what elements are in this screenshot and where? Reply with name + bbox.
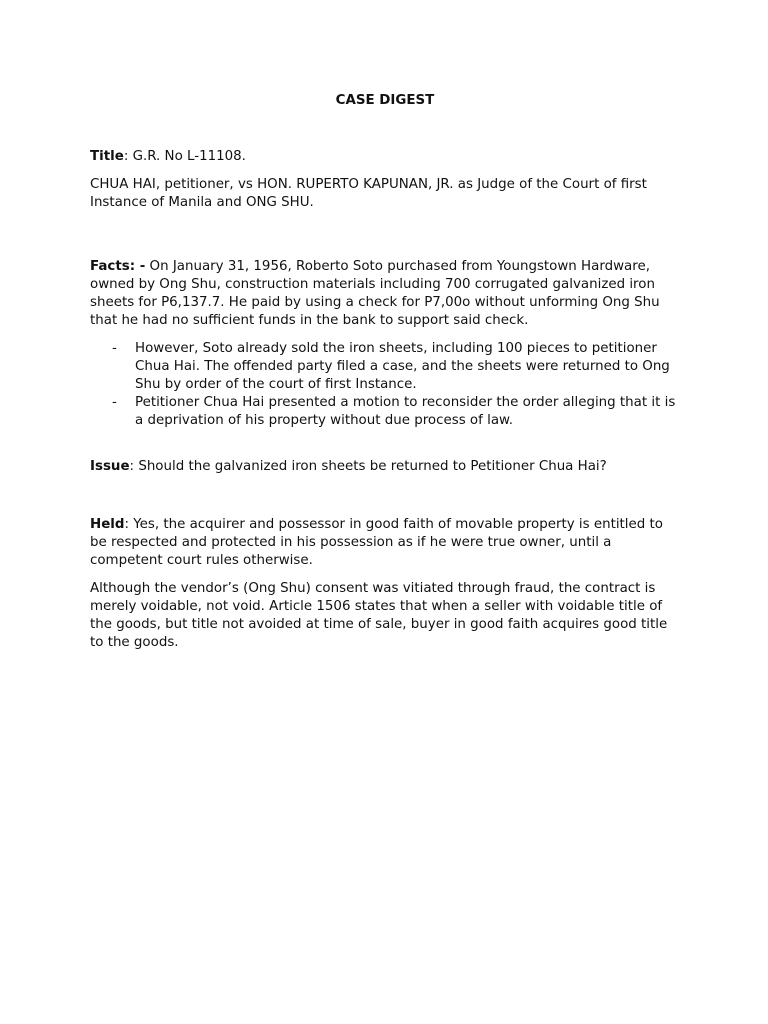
facts-label: Facts: - bbox=[90, 259, 146, 274]
held-paragraph bbox=[90, 516, 680, 570]
bullet-marker: - bbox=[112, 395, 117, 410]
facts-text: On January 31, 1956, Roberto Soto purchased from Youngstown Hardware, owned by Ong Shu, construction materials including 700 corrugated galvanized iron sheets for P6,137.7. He paid by using a check for P7,00o without unforming Ong Shu that he had no sufficient funds in the bank to support said check. bbox=[90, 259, 660, 328]
issue-paragraph bbox=[90, 458, 680, 476]
issue-text: : Should the galvanized iron sheets be returned to Petitioner Chua Hai? bbox=[129, 459, 607, 474]
document-heading: CASE DIGEST bbox=[335, 93, 435, 108]
bullet-text: Petitioner Chua Hai presented a motion to reconsider the order alleging that it is a deprivation of his property without due process of law. bbox=[135, 395, 676, 428]
title-label: Title bbox=[90, 149, 124, 164]
issue-label: Issue bbox=[90, 459, 130, 474]
title-value: : G.R. No L-11108. bbox=[123, 149, 246, 164]
facts-paragraph bbox=[90, 258, 680, 330]
parties-paragraph: CHUA HAI, petitioner, vs HON. RUPERTO KAPUNAN, JR. as Judge of the Court of first Instance of Manila and ONG SHU. bbox=[90, 177, 647, 210]
bullet-marker: - bbox=[112, 341, 117, 356]
title-line bbox=[90, 148, 680, 166]
document-body bbox=[90, 92, 680, 652]
facts-bullet-item bbox=[90, 340, 680, 394]
facts-bullet-list bbox=[90, 340, 680, 430]
held-label: Held bbox=[90, 517, 125, 532]
held-text: : Yes, the acquirer and possessor in good faith of movable property is entitled to be respected and protected in his possession as if he were true owner, until a competent court rules otherwise. bbox=[90, 517, 663, 568]
bullet-text: However, Soto already sold the iron sheets, including 100 pieces to petitioner Chua Hai. The offended party filed a case, and the sheets were returned to Ong Shu by order of the court of first Instance. bbox=[135, 341, 670, 392]
conclusion-paragraph: Although the vendor’s (Ong Shu) consent was vitiated through fraud, the contract is merely voidable, not void. Article 1506 states that when a seller with voidable title of the goods, but title not avoided at time of sale, buyer in good faith acquires good title to the goods. bbox=[90, 581, 668, 650]
facts-bullet-item bbox=[90, 394, 680, 430]
